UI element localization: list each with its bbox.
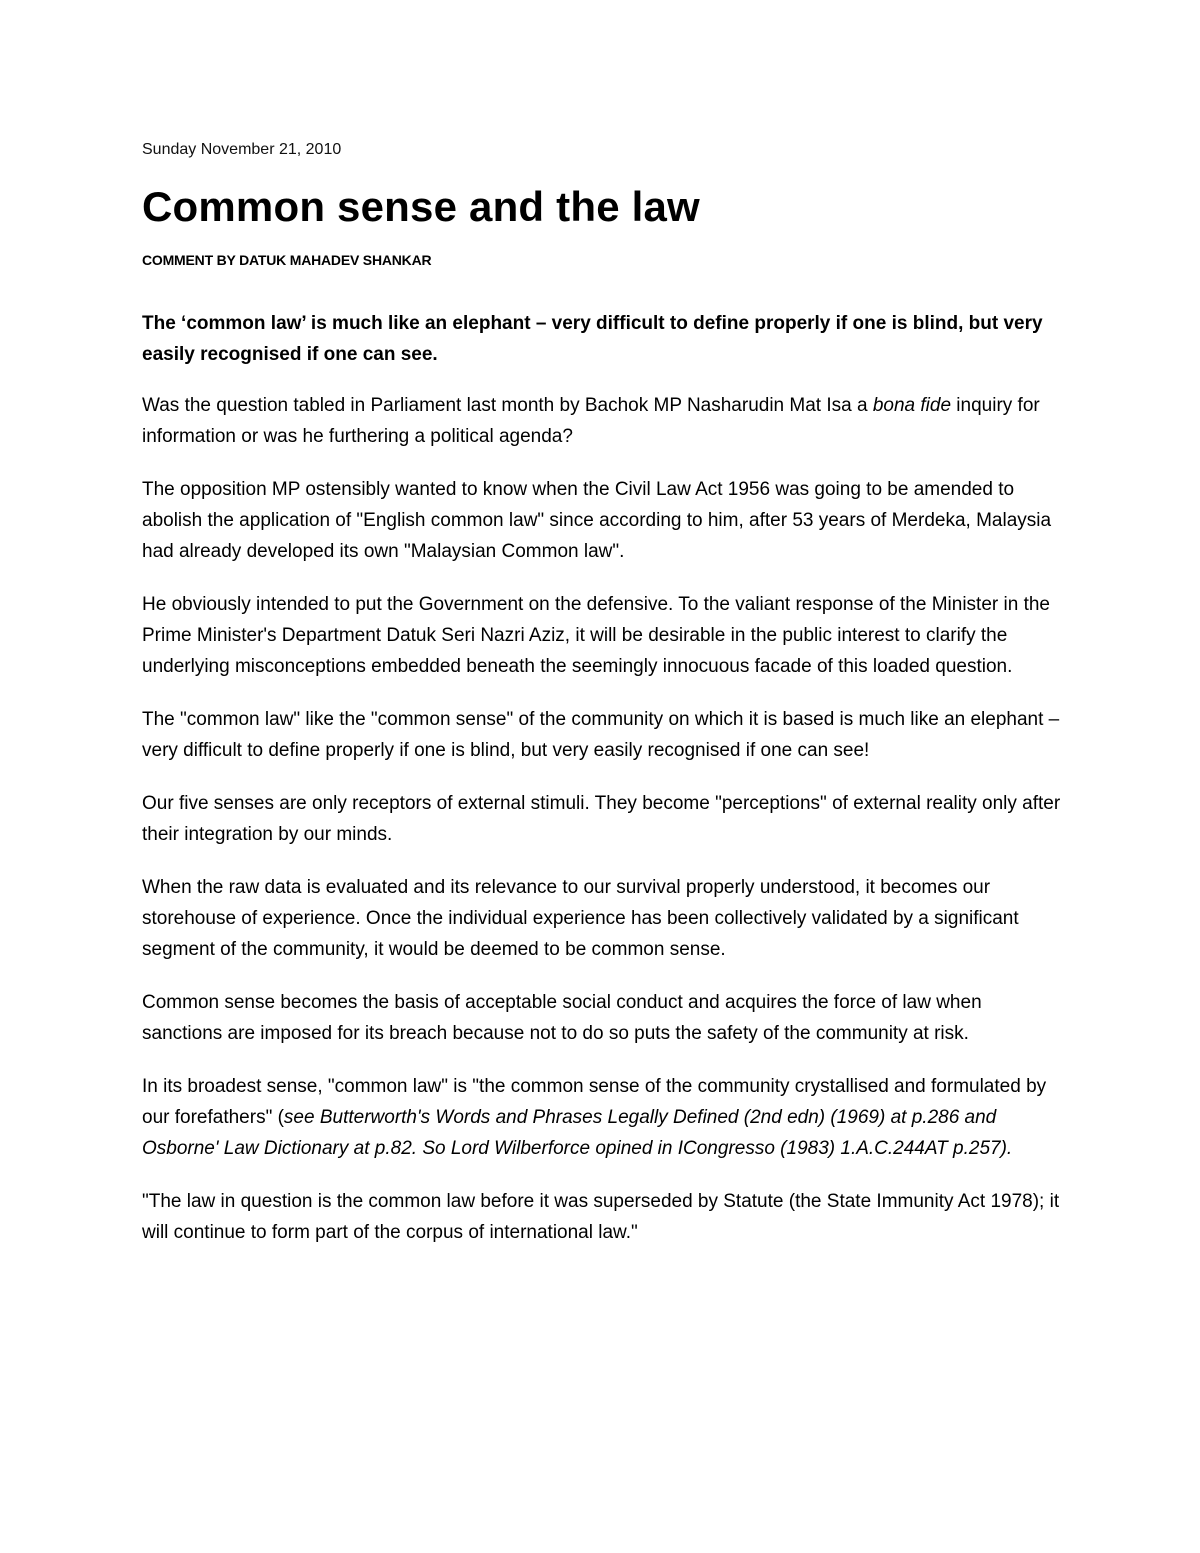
paragraph-1 (142, 390, 1062, 452)
paragraph-5: Our five senses are only receptors of external stimuli. They become "perceptions" of external reality only after their integration by our minds. (142, 793, 1061, 845)
paragraph-1-text-a: Was the question tabled in Parliament last month by Bachok MP Nasharudin Mat Isa a (142, 395, 873, 416)
paragraph-9: "The law in question is the common law before it was superseded by Statute (the State Immunity Act 1978); it will continue to form part of the corpus of international law." (142, 1191, 1060, 1243)
paragraph-4: The "common law" like the "common sense" of the community on which it is based is much like an elephant – very difficult to define properly if one is blind, but very easily recognised if one can see! (142, 709, 1060, 761)
article (142, 138, 1062, 1248)
article-date: Sunday November 21, 2010 (142, 141, 342, 158)
article-lead: The ‘common law’ is much like an elephant – very difficult to define properly if one is blind, but very easily recognised if one can see. (142, 313, 1043, 365)
paragraph-7: Common sense becomes the basis of acceptable social conduct and acquires the force of law when sanctions are imposed for its breach because not to do so puts the safety of the community at risk. (142, 992, 982, 1044)
paragraph-8-citation: see Butterworth's Words and Phrases Legally Defined (2nd edn) (1969) at p.286 and Osborne' Law Dictionary at p.82. So Lord Wilberforce opined in ICongresso (1983) 1.A.C.244AT p.257). (142, 1107, 1013, 1159)
article-byline: COMMENT BY DATUK MAHADEV SHANKAR (142, 252, 432, 268)
paragraph-2: The opposition MP ostensibly wanted to know when the Civil Law Act 1956 was going to be amended to abolish the application of "English common law" since according to him, after 53 years of Merdeka, Malaysia had already developed its own "Malaysian Common law". (142, 479, 1052, 562)
paragraph-1-italic: bona fide (872, 395, 952, 416)
paragraph-1-text-b: inquiry for information or was he furthering a political agenda? (142, 395, 1040, 447)
paragraph-3: He obviously intended to put the Government on the defensive. To the valiant response of the Minister in the Prime Minister's Department Datuk Seri Nazri Aziz, it will be desirable in the public interest to clarify the underlying misconceptions embedded beneath the seemingly innocuous facade of this loaded question. (142, 594, 1050, 677)
paragraph-8-text-a: In its broadest sense, "common law" is "the common sense of the community crystallised and formulated by our forefathers" ( (142, 1076, 1047, 1128)
paragraph-6: When the raw data is evaluated and its relevance to our survival properly understood, it becomes our storehouse of experience. Once the individual experience has been collectively validated by a significant segment of the community, it would be deemed to be common sense. (142, 877, 1019, 960)
paragraph-8 (142, 1071, 1062, 1164)
article-title: Common sense and the law (142, 183, 700, 230)
